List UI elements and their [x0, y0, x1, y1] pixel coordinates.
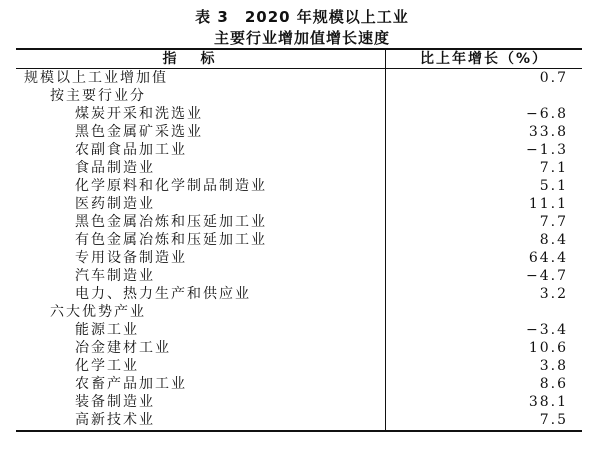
row-indicator-name: 电力、热力生产和供应业: [75, 286, 251, 302]
header-growth-rate: 比上年增长（%）: [419, 51, 549, 67]
row-indicator-name: 医药制造业: [75, 196, 155, 212]
table-subtitle: 主要行业增加值增长速度: [213, 29, 390, 47]
table-row: [16, 177, 582, 195]
row-indicator-name: 农副食品加工业: [75, 142, 187, 158]
row-indicator-name: 高新技术业: [75, 412, 155, 428]
table-row: [16, 195, 582, 213]
table-row: [16, 213, 582, 231]
table-row: [16, 285, 582, 303]
row-indicator-name: 煤炭开采和洗选业: [75, 106, 203, 122]
table-row: [16, 411, 582, 429]
row-growth-value: −3.4: [526, 322, 568, 338]
row-indicator-name: 汽车制造业: [75, 268, 155, 284]
table-row: [16, 267, 582, 285]
table-row: [16, 357, 582, 375]
table-row: [16, 141, 582, 159]
row-growth-value: −1.3: [526, 142, 568, 158]
row-indicator-name: 冶金建材工业: [75, 340, 171, 356]
row-growth-value: 3.8: [539, 358, 568, 374]
row-growth-value: 7.7: [539, 214, 568, 230]
table-body: [16, 69, 582, 429]
row-indicator-name: 化学原料和化学制品制造业: [75, 178, 267, 194]
row-growth-value: −4.7: [526, 268, 568, 284]
table-row: [16, 375, 582, 393]
table-row: [16, 123, 582, 141]
row-indicator-name: 黑色金属矿采选业: [75, 124, 203, 140]
row-growth-value: −6.8: [526, 106, 568, 122]
row-indicator-name: 食品制造业: [75, 160, 155, 176]
row-indicator-name: 装备制造业: [75, 394, 155, 410]
table-row: [16, 159, 582, 177]
row-growth-value: 0.7: [539, 70, 568, 86]
row-indicator-name: 有色金属冶炼和压延加工业: [75, 232, 267, 248]
row-growth-value: 33.8: [528, 124, 568, 140]
table-title: 表 3 2020 年规模以上工业: [195, 8, 409, 26]
row-growth-value: 7.5: [539, 412, 568, 428]
row-indicator-name: 六大优势产业: [50, 304, 146, 320]
row-indicator-name: 黑色金属冶炼和压延加工业: [75, 214, 267, 230]
header-indicator: 指标: [162, 51, 239, 67]
table-row: [16, 303, 582, 321]
row-growth-value: 8.6: [539, 376, 568, 392]
table-row: [16, 339, 582, 357]
row-growth-value: 38.1: [528, 394, 568, 410]
table-row: [16, 321, 582, 339]
table-row: [16, 69, 582, 87]
table-row: [16, 249, 582, 267]
row-growth-value: 11.1: [528, 196, 568, 212]
row-growth-value: 3.2: [539, 286, 568, 302]
row-indicator-name: 化学工业: [75, 358, 139, 374]
table-row: [16, 87, 582, 105]
row-growth-value: 64.4: [528, 250, 568, 266]
row-growth-value: 7.1: [539, 160, 568, 176]
body-column-divider: [385, 69, 386, 430]
table-row: [16, 393, 582, 411]
row-indicator-name: 能源工业: [75, 322, 139, 338]
table-row: [16, 105, 582, 123]
row-indicator-name: 按主要行业分: [50, 88, 146, 104]
table-row: [16, 231, 582, 249]
row-growth-value: 8.4: [539, 232, 568, 248]
row-indicator-name: 专用设备制造业: [75, 250, 187, 266]
row-indicator-name: 规模以上工业增加值: [24, 70, 168, 86]
row-indicator-name: 农畜产品加工业: [75, 376, 187, 392]
row-growth-value: 10.6: [528, 340, 568, 356]
table-bottom-rule: [16, 430, 582, 432]
row-growth-value: 5.1: [539, 178, 568, 194]
